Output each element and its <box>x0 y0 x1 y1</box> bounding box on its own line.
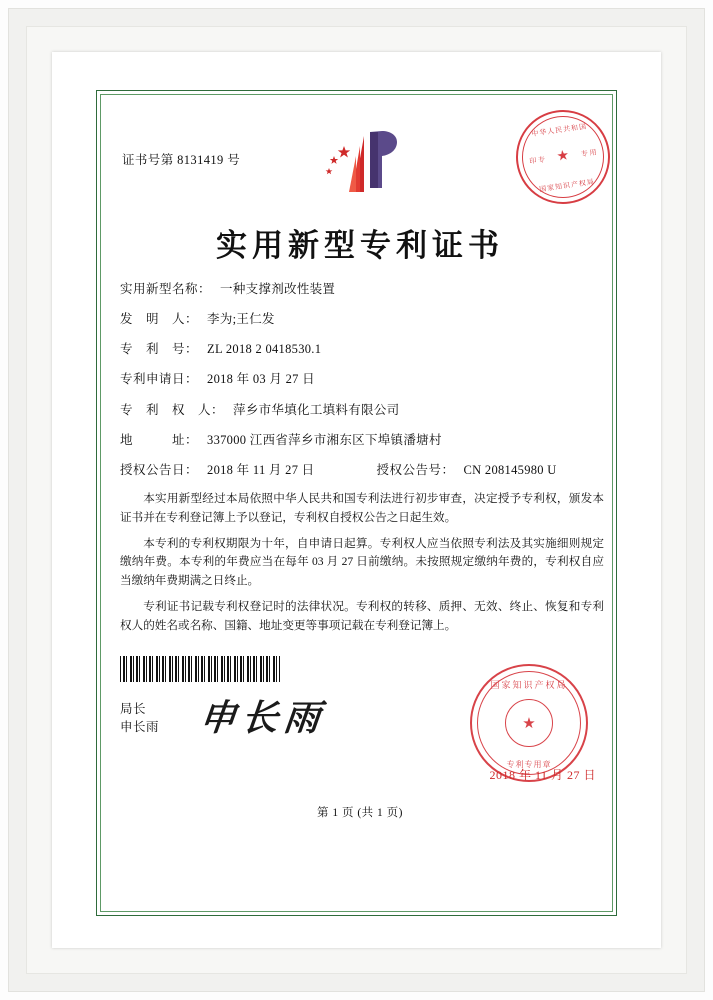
seal-left-text: 印 专 <box>528 155 546 166</box>
seal-bottom-bottom-text: 专利专用章 <box>506 760 552 769</box>
field-row-inventor <box>120 312 606 328</box>
field-label: 实用新型名称： <box>120 282 212 296</box>
certificate-sheet <box>52 52 661 948</box>
field-row-patent-number <box>120 342 606 358</box>
seal-top-text: 中华人民共和国 <box>530 122 588 139</box>
field-row-patentee <box>120 403 606 419</box>
page-title: 实用新型专利证书 <box>216 228 504 264</box>
certificate-content <box>114 104 606 908</box>
barcode <box>120 656 280 682</box>
legal-text <box>120 490 604 642</box>
seal-bottom-text: 国家知识产权局 <box>538 177 596 194</box>
legal-paragraph: 本专利的专利权期限为十年，自申请日起算。专利权人应当依照专利法及其实施细则规定缴纳年费。本专利的年费应当在每年 03 月 27 日前缴纳。未按照规定缴纳年费的，专利权自应当缴纳年费期满之日终止。 <box>120 536 604 588</box>
field-value: ZL 2018 2 0418530.1 <box>207 342 322 357</box>
grant-number-group <box>376 463 556 479</box>
legal-paragraph: 本实用新型经过本局依照中华人民共和国专利法进行初步审查，决定授予专利权，颁发本证书并在专利登记簿上予以登记，专利权自授权公告之日起生效。 <box>120 492 604 524</box>
field-row-name <box>120 282 606 298</box>
field-label: 发 明 人： <box>120 312 199 327</box>
field-label: 专 利 号： <box>120 342 199 357</box>
grant-number-label: 授权公告号： <box>376 462 455 477</box>
legal-paragraph: 专利证书记载专利权登记时的法律状况。专利权的转移、质押、无效、终止、恢复和专利权人的姓名或名称、国籍、地址变更等事项记载在专利登记簿上。 <box>120 599 604 632</box>
official-seal-bottom <box>470 664 588 782</box>
field-list <box>120 282 606 493</box>
field-value: 2018 年 03 月 27 日 <box>207 372 315 387</box>
handwritten-signature: 申长雨 <box>197 697 328 739</box>
seal-bottom-top-text: 国家知识产权局 <box>490 680 568 690</box>
field-value: 李为;王仁发 <box>207 312 275 327</box>
seal-star-icon: ★ <box>555 148 571 165</box>
patent-logo-icon <box>312 126 408 204</box>
national-emblem-icon: ★ <box>505 699 553 747</box>
seal-date: 2018 年 11 月 27 日 <box>489 768 596 782</box>
signature-block <box>120 700 159 736</box>
grant-number-value: CN 208145980 U <box>463 462 557 477</box>
seal-right-text: 专 用 <box>580 148 598 159</box>
certificate-number: 证书号第 8131419 号 <box>122 153 241 167</box>
field-label: 地 址： <box>120 432 199 447</box>
field-value: 一种支撑剂改性装置 <box>220 282 336 296</box>
official-seal-top <box>510 104 616 210</box>
director-title: 局长 <box>120 702 147 716</box>
director-name: 申长雨 <box>120 720 160 735</box>
field-row-address <box>120 433 606 449</box>
page-number: 第 1 页 (共 1 页) <box>316 807 404 819</box>
field-row-application-date <box>120 372 606 388</box>
field-value: 337000 江西省萍乡市湘东区下埠镇潘塘村 <box>207 432 442 447</box>
field-label: 专 利 权 人： <box>120 402 225 417</box>
grant-date-value: 2018 年 11 月 27 日 <box>207 462 315 477</box>
grant-date-label: 授权公告日： <box>120 462 199 477</box>
field-value: 萍乡市华填化工填料有限公司 <box>233 402 400 417</box>
field-label: 专利申请日： <box>120 372 199 387</box>
field-row-grant <box>120 463 606 479</box>
